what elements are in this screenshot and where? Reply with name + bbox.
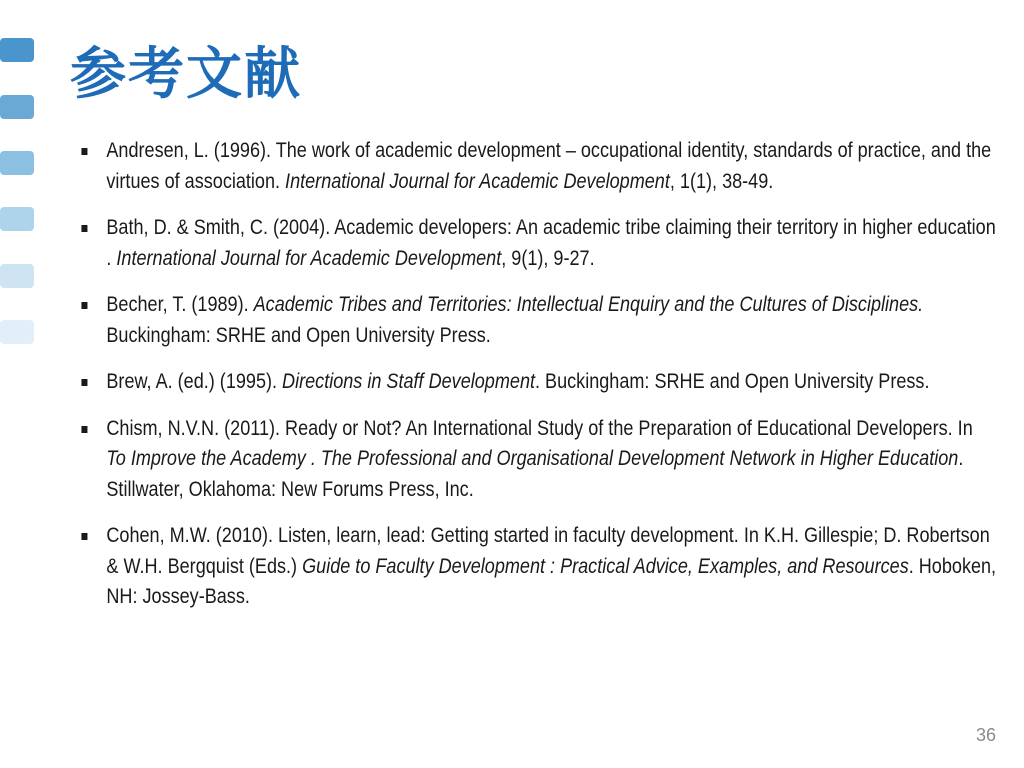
bullet-icon [81,148,87,155]
bullet-icon [81,302,87,309]
slide-title: 参考文献 [70,42,302,107]
reference-source-title: Academic Tribes and Territories: Intellectual Enquiry and the Cultures of Disciplines. [253,293,924,316]
decorative-square [0,264,34,288]
reference-item [78,290,996,351]
reference-segment: Becher, T. (1989). [106,293,254,316]
reference-source-title: International Journal for Academic Development [116,246,502,270]
decorative-square [0,38,34,62]
bullet-icon [81,225,87,232]
page-number: 36 [975,725,996,745]
reference-text [106,293,923,347]
reference-segment: Buckingham: SRHE and Open University Press. [106,323,491,347]
reference-text [106,216,995,270]
bullet-icon [81,379,87,386]
reference-text [106,370,929,393]
reference-item [78,136,996,197]
reference-segment: Cohen, M.W. (2010). Listen, learn, lead: Getting started in faculty development. In K.H. Gillespie; D. Robertson & W.H. Bergquist (Eds.) [106,524,990,578]
reference-segment: . Buckingham: SRHE and Open University Press. [535,370,930,393]
reference-item [78,213,996,274]
reference-segment: . Stillwater, Oklahoma: New Forums Press, Inc. [106,447,964,501]
reference-source-title: Directions in Staff Development [282,370,536,393]
reference-item [78,367,996,398]
bullet-icon [81,533,87,540]
reference-item [78,414,996,506]
reference-text [106,524,996,608]
reference-segment: Andresen, L. (1996). The work of academic development – occupational identity, standards of practice, and the virtues of association. [106,139,992,193]
bullet-icon [81,426,87,433]
reference-segment: Chism, N.V.N. (2011). Ready or Not? An International Study of the Preparation of Educational Developers. In [106,416,973,440]
decorative-square [0,95,34,119]
reference-segment: Brew, A. (ed.) (1995). [106,370,283,393]
decorative-square [0,320,34,344]
reference-segment: , 9(1), 9-27. [501,246,595,270]
reference-segment: . Hoboken, NH: Jossey-Bass. [106,554,997,608]
reference-source-title: International Journal for Academic Development [285,169,670,193]
reference-text [106,417,972,501]
reference-text [106,139,991,193]
reference-segment: , 1(1), 38-49. [669,169,774,193]
decorative-square [0,151,34,175]
decorative-square [0,207,34,231]
decorative-squares [0,0,40,360]
reference-list [78,136,997,629]
reference-source-title: Guide to Faculty Development : Practical Advice, Examples, and Resources [302,554,909,578]
reference-segment: Bath, D. & Smith, C. (2004). Academic developers: An academic tribe claiming their territory in higher education . [106,216,996,270]
reference-item [78,521,996,613]
reference-source-title: To Improve the Academy . The Professional and Organisational Development Network in Higher Education [106,447,959,470]
